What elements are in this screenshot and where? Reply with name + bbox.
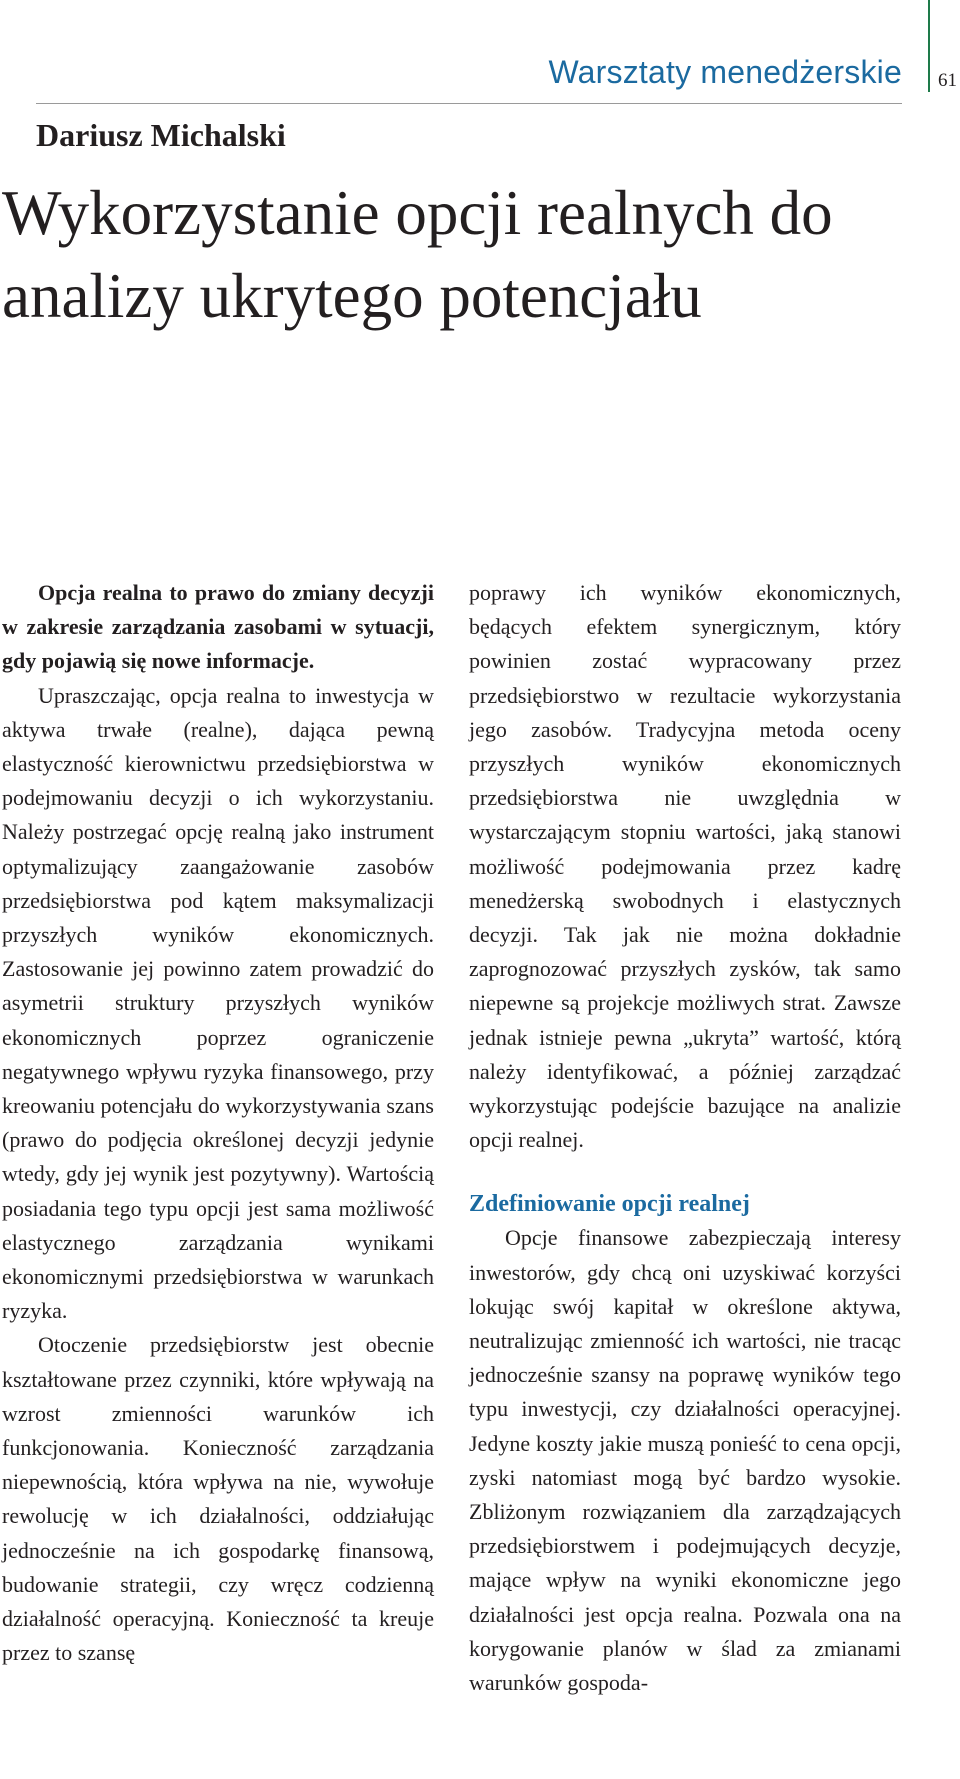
running-title: Warsztaty menedżerskie	[548, 54, 902, 90]
paragraph: Opcje finansowe zabezpieczają interesy inwestorów, gdy chcą oni uzyskiwać korzyści lokując swój kapitał w określone aktywa, neutralizując zmienność ich wartości, nie tracąc jednocześnie szansy na poprawę wyników tego typu inwestycji, czy działalności operacyjnej. Jedyne koszty jakie muszą ponieść to cena opcji, zyski natomiast mogą być bardzo wysokie. Zbliżonym rozwiązaniem dla zarządzających przedsiębiorstwem i podejmujących decyzje, mające wpływ na wyniki ekonomiczne jego działalności jest opcja realna. Pozwala ona na korygowanie planów w ślad za zmianami warunków gospoda-	[469, 1225, 901, 1696]
section-heading: Zdefiniowanie opcji realnej	[469, 1191, 750, 1218]
header-rule	[36, 103, 902, 104]
page-edge-rule	[928, 0, 930, 92]
right-column	[469, 576, 901, 1700]
page-number: 61	[938, 70, 957, 91]
paragraph: Upraszczając, opcja realna to inwestycja w aktywa trwałe (realne), dająca pewną elastyczność kierownictwu przedsiębiorstwa w podejmowaniu decyzji o ich wykorzystaniu. Należy postrzegać opcję realną jako instrument optymalizujący zaangażowanie zasobów przedsiębiorstwa pod kątem maksymalizacji przyszłych wyników ekonomicznych. Zastosowanie jej powinno zatem prowadzić do asymetrii struktury przyszłych wyników ekonomicznych poprzez ograniczenie negatywnego wpływu ryzyka finansowego, przy kreowaniu potencjału do wykorzystywania szans (prawo do podjęcia określonej decyzji jedynie wtedy, gdy jej wynik jest pozytywny). Wartością posiadania tego typu opcji jest sama możliwość elastycznego zarządzania wynikami ekonomicznymi przedsiębiorstwa w warunkach ryzyka.	[2, 682, 434, 1324]
paragraph: Otoczenie przedsiębiorstw jest obecnie kształtowane przez czynniki, które wpływają na wzrost zmienności warunków ich funkcjonowania. Konieczność zarządzania niepewnością, która wpływa na nie, wywołuje rewolucję w ich działalności, oddziałując jednocześnie na ich gospodarkę finansową, budowanie strategii, czy wręcz codzienną działalność operacyjną. Konieczność ta kreuje przez to szansę	[2, 1332, 434, 1666]
left-column	[2, 576, 434, 1671]
article-title: Wykorzystanie opcji realnych do analizy ukrytego potencjału	[2, 178, 833, 331]
lead-paragraph: Opcja realna to prawo do zmiany decyzji w zakresie zarządzania zasobami w sytuacji, gdy pojawią się nowe informacje.	[2, 580, 434, 674]
author-name: Dariusz Michalski	[36, 117, 286, 153]
paragraph-continuation: poprawy ich wyników ekonomicznych, będących efektem synergicznym, który powinien zostać wypracowany przez przedsiębiorstwo w rezultacie wykorzystania jego zasobów. Tradycyjna metoda oceny przyszłych wyników ekonomicznych przedsiębiorstwa nie uwzględnia w wystarczającym stopniu wartości, jaką stanowi możliwość podejmowania przez kadrę menedżerską swobodnych i elastycznych decyzji. Tak jak nie można dokładnie zaprognozować przyszłych zysków, tak samo niepewne są projekcje możliwych strat. Zawsze jednak istnieje pewna „ukryta” wartość, którą należy identyfikować, a później zarządzać wykorzystując podejście bazujące na analizie opcji realnej.	[469, 580, 901, 1153]
